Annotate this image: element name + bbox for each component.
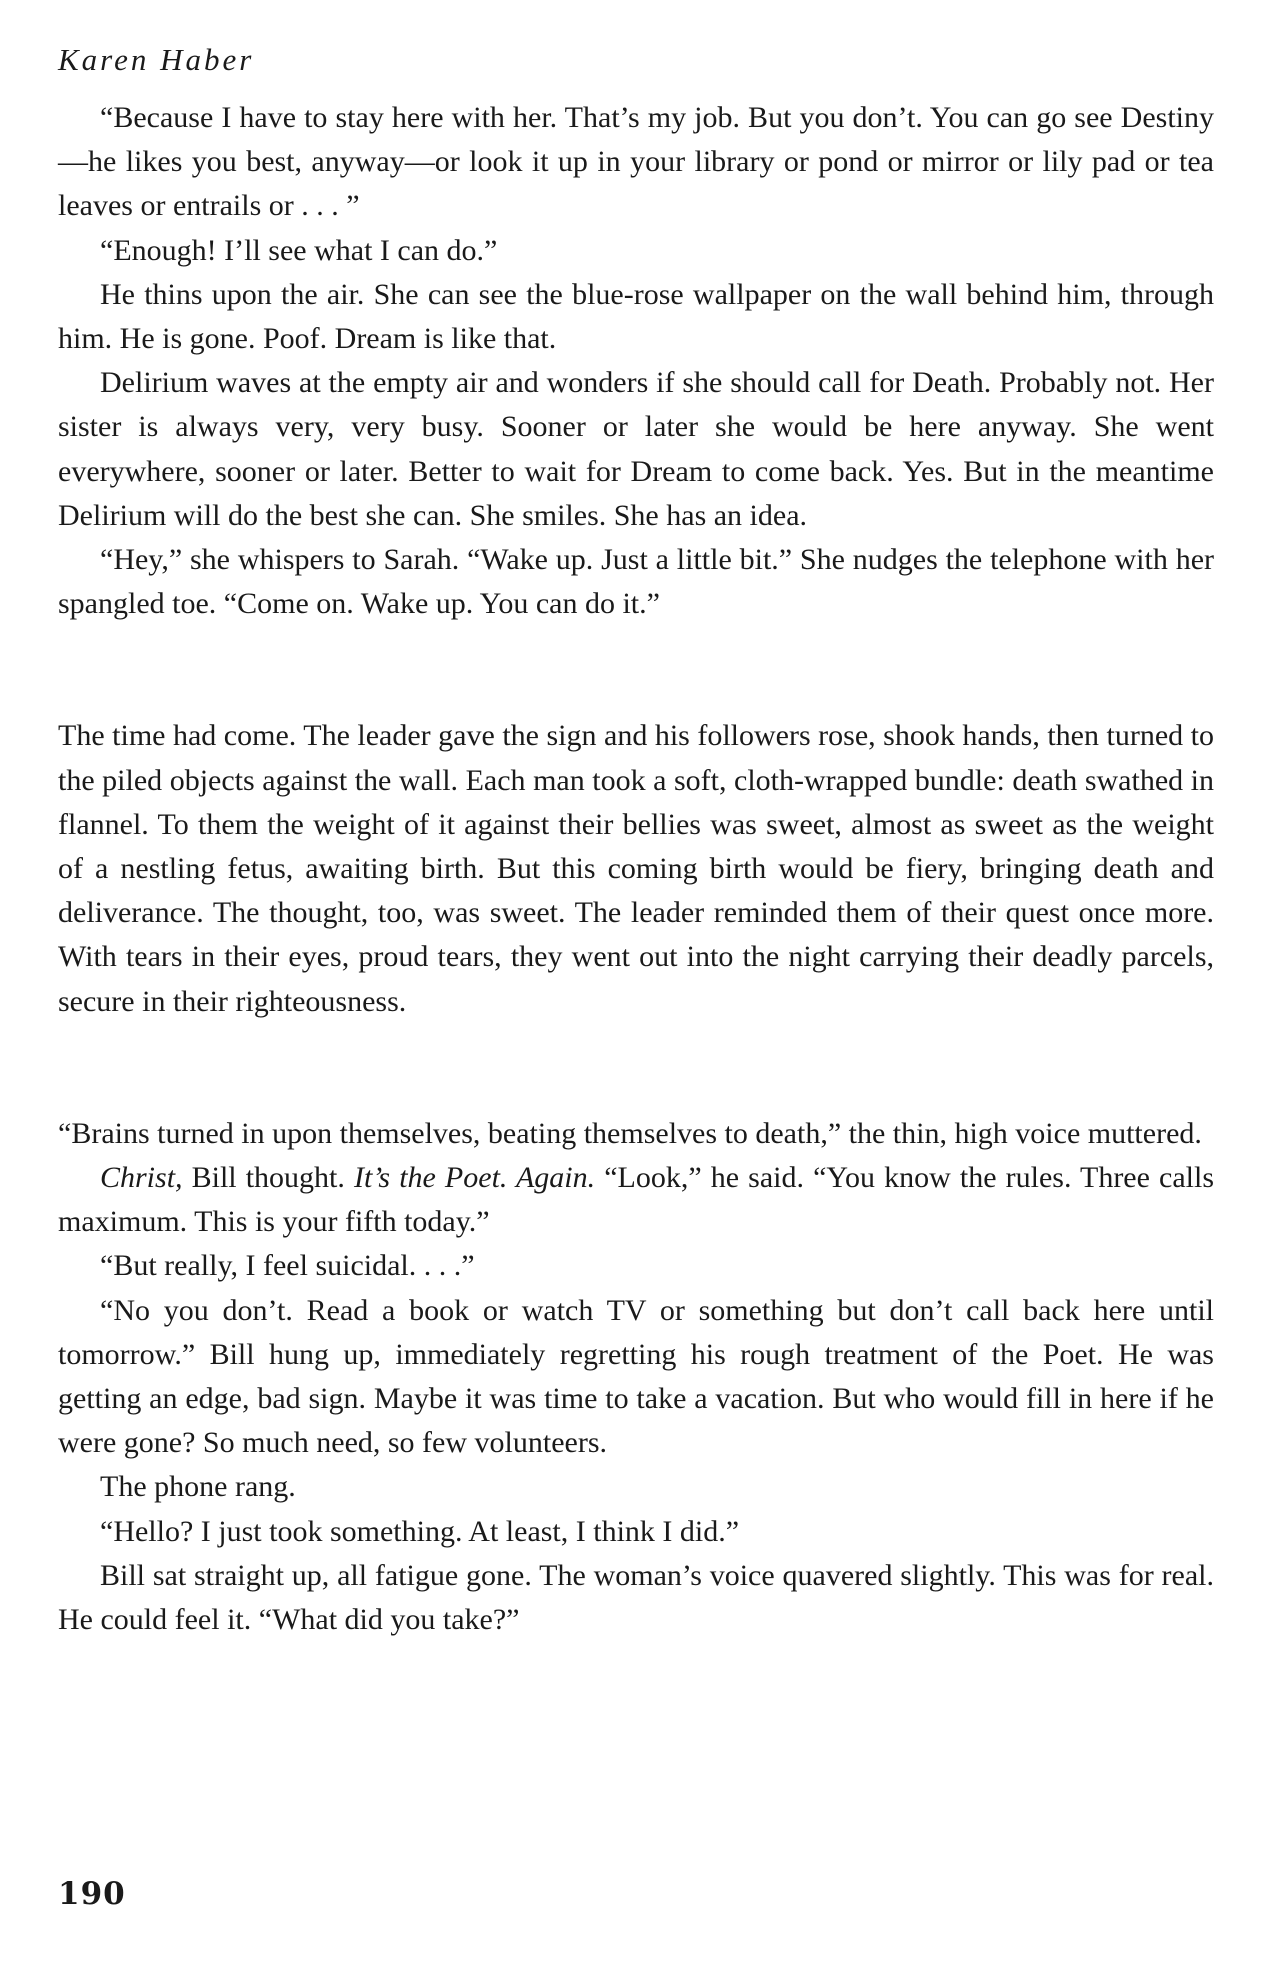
section-break: [58, 626, 1214, 714]
paragraph: “Enough! I’ll see what I can do.”: [100, 233, 498, 267]
section-break: [58, 1024, 1214, 1112]
italic-text: It’s the Poet. Again.: [353, 1161, 596, 1195]
section-one: [58, 96, 1214, 626]
paragraph: “Brains turned in upon themselves, beating themselves to death,” the thin, high voice muttered.: [58, 1116, 1202, 1150]
paragraph: Delirium waves at the empty air and wonders if she should call for Death. Probably not. Her sister is always very, very busy. Sooner or later she would be here anyway. She went everywhere, sooner or later. Better to wait for Dream to come back. Yes. But in the meantime Delirium will do the best she can. She smiles. She has an idea.: [58, 366, 1214, 532]
paragraph: “But really, I feel suicidal. . . .”: [100, 1249, 475, 1283]
paragraph: “Hey,” she whispers to Sarah. “Wake up. Just a little bit.” She nudges the telephone with her spangled toe. “Come on. Wake up. You can do it.”: [58, 543, 1214, 621]
running-head-author: Karen Haber: [58, 42, 255, 77]
paragraph: Bill sat straight up, all fatigue gone. The woman’s voice quavered slightly. This was for real. He could feel it. “What did you take?”: [58, 1558, 1214, 1637]
paragraph-text: Bill thought.: [182, 1161, 354, 1195]
paragraph: “No you don’t. Read a book or watch TV or something but don’t call back here until tomorrow.” Bill hung up, immediately regretting his rough treatment of the Poet. He was getting an edge, bad sign. Maybe it was time to take a vacation. But who would fill in here if he were gone? So much need, so few volunteers.: [58, 1293, 1214, 1460]
paragraph: He thins upon the air. She can see the blue-rose wallpaper on the wall behind him, through him. He is gone. Poof. Dream is like that.: [58, 277, 1214, 356]
book-page: [58, 38, 1214, 1938]
section-three: [58, 1112, 1214, 1642]
page-number: 190: [58, 1876, 126, 1912]
paragraph: “Hello? I just took something. At least, I think I did.”: [100, 1514, 740, 1548]
paragraph-text: “Look,” he said. “You know the rules. Three calls maximum. This is your fifth today.”: [58, 1161, 1214, 1239]
paragraph: The phone rang.: [100, 1470, 296, 1504]
paragraph: The time had come. The leader gave the sign and his followers rose, shook hands, then turned to the piled objects against the wall. Each man took a soft, cloth-wrapped bundle: death swathed in flannel. To them the weight of it against their bellies was sweet, almost as sweet as the weight of a nestling fetus, awaiting birth. But this coming birth would be fiery, bringing death and deliverance. The thought, too, was sweet. The leader reminded them of their quest once more. With tears in their eyes, proud tears, they went out into the night carrying their deadly parcels, secure in their righteousness.: [58, 719, 1214, 1018]
paragraph: “Because I have to stay here with her. That’s my job. But you don’t. You can go see Destiny—he likes you best, anyway—or look it up in your library or pond or mirror or lily pad or tea leaves or entrails or . . . ”: [58, 101, 1214, 223]
italic-text: Christ,: [100, 1161, 183, 1195]
paragraph: [58, 1156, 1214, 1244]
section-two: [58, 714, 1214, 1023]
